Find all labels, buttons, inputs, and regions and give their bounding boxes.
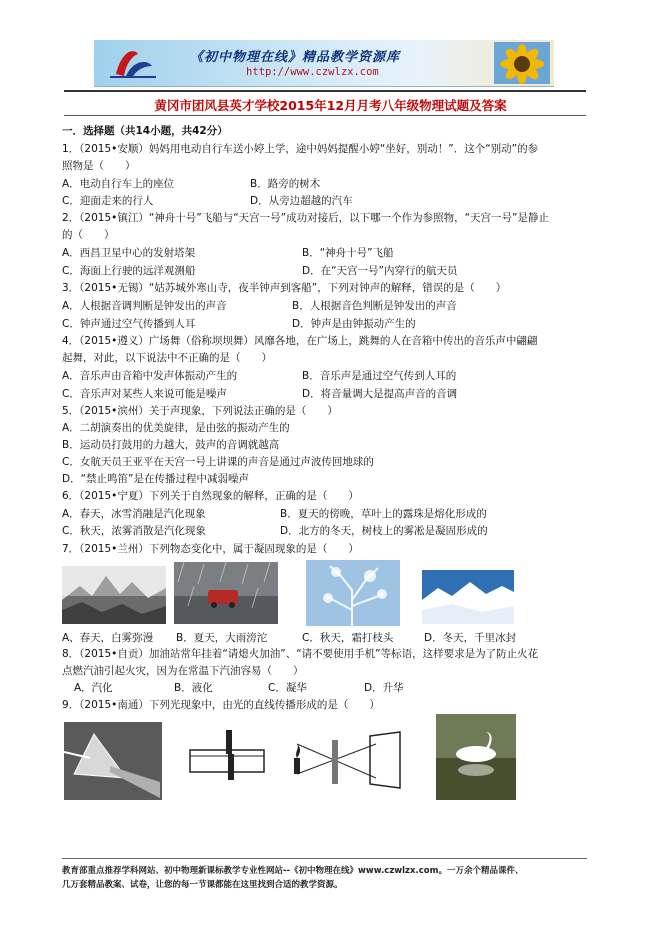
q4-stem-line2: 起舞，对此，以下说法中不正确的是（ ） — [62, 352, 272, 364]
q1-option-c: C．迎面走来的行人 — [62, 195, 154, 207]
q7-photo-heavy-rain — [174, 562, 278, 624]
q5-option-b: B．运动员打鼓用的力越大，鼓声的音调就越高 — [62, 439, 280, 451]
q7-photo-fog-mountains — [62, 566, 166, 624]
q2-option-a: A．西昌卫星中心的发射塔架 — [62, 247, 196, 259]
q6-option-d: D．北方的冬天，树枝上的雾凇是凝固形成的 — [280, 525, 488, 537]
footer-line2: 几万套精品教案、试卷，让您的每一节课都能在这里找到合适的教学资源。 — [62, 880, 343, 890]
q7-photo-snow-landscape — [422, 570, 514, 624]
q1-option-d: D．从旁边超越的汽车 — [250, 195, 353, 207]
sunflower-icon — [494, 42, 550, 84]
q9-stem-line1: 9．（2015•南通）下列光现象中，由光的直线传播形成的是（ ） — [62, 699, 380, 711]
q6-stem-line1: 6．（2015•宁夏）下列关于自然现象的解释，正确的是（ ） — [62, 490, 359, 502]
banner-url-link[interactable]: http://www.czwlzx.com — [246, 66, 379, 78]
q5-option-a: A．二胡演奏出的优美旋律，是由弦的振动产生的 — [62, 422, 290, 434]
q9-figure-prism-dispersion — [64, 722, 162, 800]
q8-option-a: A．汽化 — [74, 682, 113, 694]
q9-photo-swan-reflection — [436, 714, 516, 800]
q7-caption-b: B．夏天，大雨滂沱 — [176, 632, 268, 644]
q1-option-a: A．电动自行车上的座位 — [62, 178, 175, 190]
q4-stem-line1: 4．（2015•遵义）广场舞（俗称坝坝舞）风靡各地，在广场上，跳舞的人在音箱中传出的音乐声中翩翩 — [62, 335, 538, 347]
footer-line1: 教育部重点推荐学科网站、初中物理新课标教学专业性网站--《初中物理在线》www.czwlzx.com。一万余个精品课件、 — [62, 866, 524, 876]
q2-option-b: B．“神舟十号”飞船 — [302, 247, 394, 259]
site-logo-icon — [102, 44, 162, 82]
document-title: 黄冈市团风县英才学校2015年12月月考八年级物理试题及答案 — [154, 98, 507, 113]
q7-caption-c: C．秋天，霜打枝头 — [302, 632, 394, 644]
q3-option-a: A．人根据音调判断是钟发出的声音 — [62, 300, 227, 312]
q6-option-a: A．春天，冰雪消融是汽化现象 — [62, 508, 206, 520]
q1-stem-line1: 1．（2015•安顺）妈妈用电动自行车送小婷上学，途中妈妈提醒小婷“坐好，别动！”．这个“别动”的参 — [62, 143, 539, 155]
title-rule — [64, 115, 586, 116]
header-banner — [94, 40, 554, 87]
q2-stem-line1: 2．（2015•镇江）“神舟十号”飞船与“天宫一号”成功对接后，以下哪一个作为参照物，“天宫一号”是静止 — [62, 212, 549, 224]
q2-option-d: D．在“天宫一号”内穿行的航天员 — [302, 265, 458, 277]
q5-option-d: D．“禁止鸣笛”是在传播过程中减弱噪声 — [62, 473, 249, 485]
banner-title: 《初中物理在线》精品教学资源库 — [190, 50, 401, 65]
q4-option-d: D．将音量调大是提高声音的音调 — [302, 388, 458, 400]
q1-option-b: B．路旁的树木 — [250, 178, 321, 190]
q8-option-c: C．凝华 — [268, 682, 307, 694]
section-heading: 一．选择题（共14小题，共42分） — [62, 125, 228, 137]
q5-stem-line1: 5．（2015•滨州）关于声现象，下列说法正确的是（ ） — [62, 405, 338, 417]
header-rule — [64, 90, 586, 92]
q7-caption-a: A、春天，白雾弥漫 — [62, 632, 154, 644]
q3-option-b: B．人根据音色判断是钟发出的声音 — [292, 300, 457, 312]
q4-option-a: A．音乐声由音箱中发声体振动产生的 — [62, 370, 238, 382]
q8-stem-line2: 点燃汽油引起火灾，因为在常温下汽油容易（ ） — [62, 665, 304, 677]
q4-option-b: B．音乐声是通过空气传到人耳的 — [302, 370, 457, 382]
q3-stem-line1: 3．（2015•无锡）“姑苏城外寒山寺，夜半钟声到客船”，下列对钟声的解释，错误的是（ ） — [62, 282, 507, 294]
q5-option-c: C．女航天员王亚平在天宫一号上讲课的声音是通过声波传回地球的 — [62, 456, 374, 468]
q8-stem-line1: 8．（2015•自贡）加油站常年挂着“请熄火加油”、“请不要使用手机”等标语，这样要求是为了防止火花 — [62, 648, 539, 660]
q7-caption-d: D．冬天，千里冰封 — [424, 632, 517, 644]
q4-option-c: C．音乐声对某些人来说可能是噪声 — [62, 388, 227, 400]
footer-rule — [62, 858, 587, 859]
q2-option-c: C．海面上行驶的远洋观测船 — [62, 265, 196, 277]
q9-figure-bent-pencil — [188, 730, 266, 782]
q2-stem-line2: 的（ ） — [62, 229, 115, 241]
q3-option-d: D．钟声是由钟振动产生的 — [292, 318, 416, 330]
q6-option-b: B．夏天的傍晚，草叶上的露珠是熔化形成的 — [280, 508, 487, 520]
q7-photo-frost-branches — [306, 560, 400, 626]
q6-option-c: C．秋天，浓雾消散是汽化现象 — [62, 525, 206, 537]
q3-option-c: C．钟声通过空气传播到人耳 — [62, 318, 196, 330]
q9-figure-pinhole-camera — [290, 730, 406, 790]
q7-stem-line1: 7．（2015•兰州）下列物态变化中，属于凝固现象的是（ ） — [62, 543, 359, 555]
q1-stem-line2: 照物是（ ） — [62, 160, 136, 172]
q8-option-b: B．液化 — [174, 682, 213, 694]
q8-option-d: D．升华 — [364, 682, 404, 694]
